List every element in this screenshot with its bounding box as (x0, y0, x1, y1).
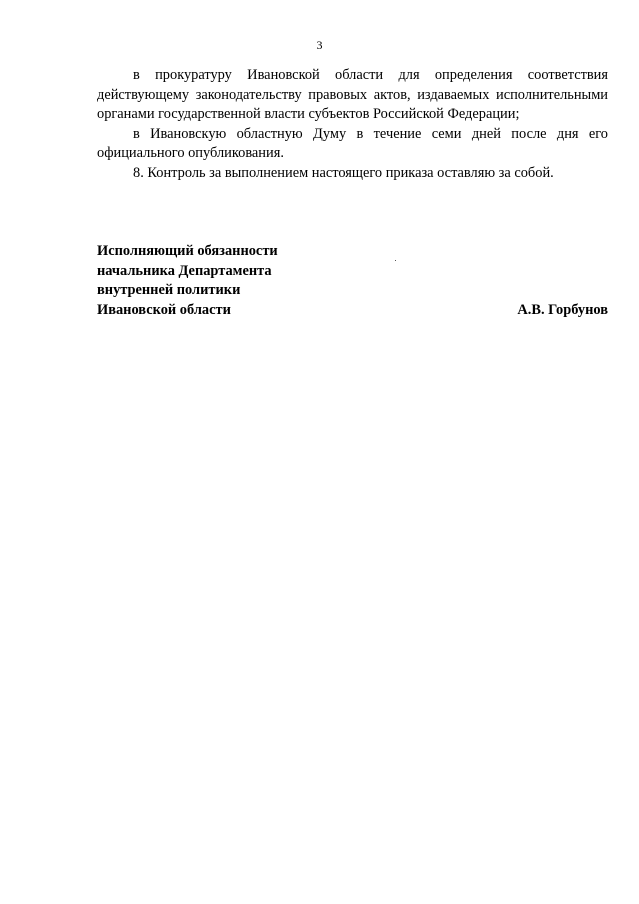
paragraph-prosecutor: в прокуратуру Ивановской области для определения соответствия действующему законодательству правовых актов, издаваемых исполнительными органами государственной власти субъектов Российской Федерации; (97, 67, 608, 122)
document-body (97, 66, 608, 183)
scan-speck (395, 260, 396, 261)
signer-position-line: Исполняющий обязанности (97, 243, 278, 259)
signature-block (97, 242, 608, 320)
page-number: 3 (316, 38, 323, 52)
paragraph-duma: в Ивановскую областную Думу в течение семи дней после дня его официального опубликования. (97, 125, 608, 161)
signer-position-line: начальника Департамента (97, 262, 272, 279)
signer-name: А.В. Горбунов (517, 301, 608, 318)
paragraph-control: 8. Контроль за выполнением настоящего приказа оставляю за собой. (133, 164, 554, 181)
signer-position-line: внутренней политики (97, 282, 241, 298)
signer-position-line: Ивановской области (97, 301, 231, 318)
